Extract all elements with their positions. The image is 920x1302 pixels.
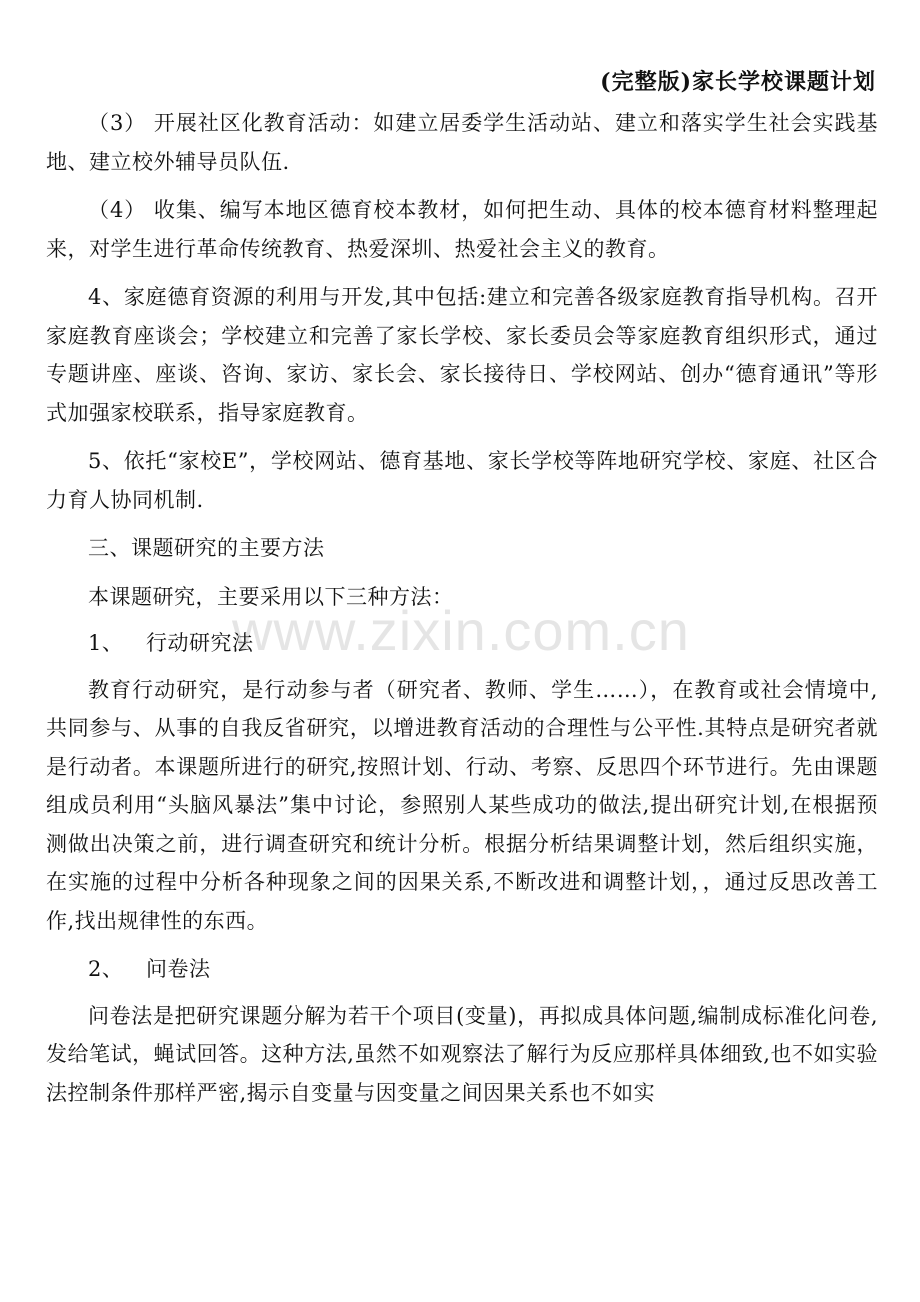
method-title: 行动研究法 [146,631,254,655]
section-heading-methods: 三、课题研究的主要方法 [88,536,325,560]
paragraph-collaboration-mechanism: 5、依托“家校E”，学校网站、德育基地、家长学校等阵地研究学校、家庭、社区合力育人协同机制. [46,449,878,512]
paragraph-family-resources: 4、家庭德育资源的利用与开发,其中包括:建立和完善各级家庭教育指导机构。召开家庭教育座谈会；学校建立和完善了家长学校、家长委员会等家庭教育组织形式，通过专题讲座、座谈、咨询、家访、家长会、家长接待日、学校网站、创办“德育通讯”等形式加强家校联系，指导家庭教育。 [46,285,878,425]
paragraph-item-4: （4） 收集、编写本地区德育校本教材，如何把生动、具体的校本德育材料整理起来，对学生进行革命传统教育、热爱深圳、热爱社会主义的教育。 [46,198,878,261]
list-number: 1、 [88,631,124,655]
paragraph-action-research: 教育行动研究，是行动参与者（研究者、教师、学生……），在教育或社会情境中,共同参与、从事的自我反省研究，以增进教育活动的合理性与公平性.其特点是研究者就是行动者。本课题所进行的研究,按照计划、行动、考察、反思四个环节进行。先由课题组成员利用“头脑风暴法”集中讨论，参照别人某些成功的做法,提出研究计划,在根据预测做出决策之前，进行调查研究和统计分析。根据分析结果调整计划，然后组织实施，在实施的过程中分析各种现象之间的因果关系,不断改进和调整计划，，通过反思改善工作,找出规律性的东西。 [46,677,878,933]
method-title: 问卷法 [146,957,211,981]
method-heading-action-research [46,624,878,663]
watermark: www.zixin.com.cn [232,599,690,662]
document-body [46,104,878,1122]
paragraph-item-3: （3） 开展社区化教育活动：如建立居委学生活动站、建立和落实学生社会实践基地、建立校外辅导员队伍. [46,111,878,174]
document-title: (完整版)家长学校课题计划 [600,69,876,95]
paragraph-questionnaire: 问卷法是把研究课题分解为若干个项目(变量)，再拟成具体问题,编制成标准化问卷,发给笔试，蝇试回答。这种方法,虽然不如观察法了解行为反应那样具体细致,也不如实验法控制条件那样严密,揭示自变量与因变量之间因果关系也不如实 [46,1003,878,1105]
method-heading-questionnaire [46,950,878,989]
list-number: 2、 [88,957,124,981]
paragraph-methods-intro: 本课题研究，主要采用以下三种方法： [88,584,454,609]
